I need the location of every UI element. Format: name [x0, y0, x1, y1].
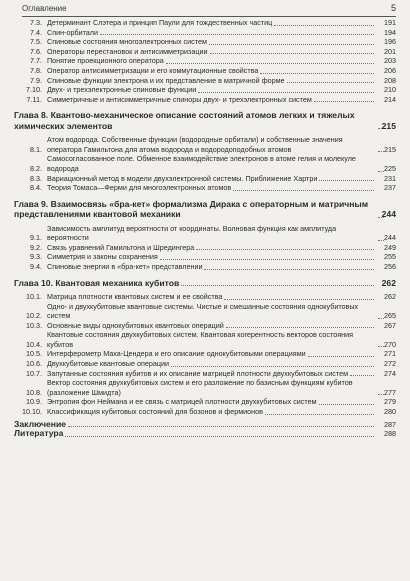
toc-entry: [14, 66, 396, 76]
toc-entry-title: Зависимость амплитуд вероятности от координаты. Волновая функция как амплитуда вероятности: [47, 223, 337, 243]
toc-entry-title: Детерминант Слэтера и принцип Паули для тождественных частиц: [47, 18, 273, 27]
toc-entry-number: 7.4.: [30, 27, 42, 37]
toc-entry: [14, 183, 396, 193]
toc-entry: [14, 349, 396, 359]
toc-entry-page: 191: [384, 18, 396, 27]
chapter-9-page: 244: [381, 209, 396, 220]
toc-entry-page: 265: [384, 311, 396, 321]
toc-entry-page: 288: [384, 429, 396, 439]
toc-entry-number: 10.4.: [26, 339, 42, 349]
toc-entry-title: Теория Томаса—Ферми для многоэлектронных атомов: [47, 183, 232, 193]
toc-entry-number: 9.4.: [30, 261, 42, 271]
toc-entry-page: 214: [384, 94, 396, 104]
toc-entry-number: 7.8.: [30, 65, 42, 75]
toc-entry-number: 8.4.: [30, 183, 42, 193]
toc-entry-page: 271: [384, 349, 396, 359]
chapter-10-title: Глава 10. Квантовая механика кубитов: [14, 277, 180, 288]
toc-entry-title: Квантовые состояния двухкубитовых систем. Квантовая когерентность векторов состояния кубитов: [47, 330, 353, 349]
toc-entry-title: Одно- и двухкубитовые квантовые системы. Чистые и смешанные состояния однокубитовых систем: [47, 301, 359, 321]
toc-entry-number: 9.2.: [30, 242, 42, 252]
dot-leader: [160, 259, 374, 260]
toc-entry: [14, 95, 396, 105]
toc-entry-page: 237: [384, 183, 396, 193]
toc-entry-page: 249: [384, 242, 396, 252]
toc-entry-title: Спиновые состояния многоэлектронных систем: [47, 37, 207, 47]
toc-entry-number: 7.11.: [26, 94, 42, 104]
toc-entry-title: Вектор состояния двухкубитовых систем и его разложение по базисным функциям кубитов (разложение Шмидта): [47, 378, 353, 397]
toc-entry: [14, 407, 396, 417]
toc-entry: [14, 85, 396, 95]
dot-leader: [226, 327, 374, 328]
toc-entry-number: 7.10.: [26, 85, 42, 95]
toc-entry: [14, 76, 396, 86]
toc-entry-number: 9.3.: [30, 252, 42, 262]
toc-entry-page: 262: [384, 291, 396, 301]
toc-entry-number: 10.7.: [26, 368, 42, 378]
toc-entry-title: Запутанные состояния кубитов и их описание матрицей плотности двухкубитовых систем: [47, 368, 349, 378]
dot-leader: [100, 34, 374, 35]
toc-entry-number: 8.2.: [30, 163, 42, 173]
toc-entry-page: 277: [384, 387, 396, 397]
toc-entry-page: 270: [384, 339, 396, 349]
toc-entry-page: 196: [384, 37, 396, 47]
toc-entry-title: Спин-орбитали: [47, 27, 99, 37]
toc-entry: [14, 252, 396, 262]
toc-entry: [14, 243, 396, 253]
dot-leader: [319, 180, 374, 181]
chapter-8-list: [14, 135, 396, 193]
chapter-8-page: 215: [381, 120, 396, 131]
dot-leader: [274, 25, 374, 26]
toc-entry: [14, 224, 396, 243]
toc-entry-title: Двухкубитовые квантовые операции: [47, 359, 169, 369]
toc-entry-page: 208: [384, 75, 396, 85]
dot-leader: [224, 299, 374, 300]
chapter-9-heading: [14, 199, 396, 220]
toc-entry-title: Оператор антисимметризации и его коммутационные свойства: [47, 65, 259, 75]
toc-entry: [14, 262, 396, 272]
toc-entry: [14, 321, 396, 331]
chapter-9-title: Глава 9. Взаимосвязь «бра-кет» формализма Дирака с операторным и матричным представлениями квантовой механики: [14, 198, 369, 220]
toc-entry: [14, 154, 396, 173]
dot-leader: [204, 269, 374, 270]
toc-entry: [14, 369, 396, 379]
toc-entry: [14, 330, 396, 349]
toc-entry-number: 7.5.: [30, 37, 42, 47]
toc-entry-number: 10.2.: [26, 311, 42, 321]
chapter-10-list: [14, 292, 396, 417]
toc-entry-number: 10.8.: [26, 387, 42, 397]
page-number: 5: [390, 3, 396, 13]
toc-entry-page: 206: [384, 65, 396, 75]
toc-entry: [14, 18, 396, 28]
toc-entry-page: 203: [384, 56, 396, 66]
toc-entry-page: 215: [384, 144, 396, 154]
toc-entry-title: Классификация кубитовых состояний для бозонов и фермионов: [47, 407, 263, 417]
toc-entry-number: 10.9.: [26, 397, 42, 407]
toc-entry-number: 8.1.: [30, 144, 42, 154]
toc-entry-title: Симметрия и законы сохранения: [47, 252, 158, 262]
toc-entry-title: Самосогласованное поле. Обменное взаимодействие электронов в атоме гелия и молекуле водорода: [47, 154, 356, 173]
toc-entry-number: 9.1.: [30, 233, 42, 243]
toc-entry-page: 274: [384, 368, 396, 378]
toc-entry-title: Симметричные и антисимметричные спиноры двух- и трехэлектронных систем: [47, 94, 312, 104]
chapter-8-heading: [14, 110, 396, 131]
toc-entry-number: 8.3.: [30, 173, 42, 183]
dot-leader: [198, 92, 374, 93]
toc-entry-page: 201: [384, 46, 396, 56]
toc-entry-title: Вариационный метод в модели двухэлектронной системы. Приближение Хартри: [47, 173, 318, 183]
dot-leader: [350, 375, 374, 376]
toc-entry: [14, 28, 396, 38]
toc-entry-number: 7.7.: [30, 56, 42, 66]
toc-entry-page: 244: [384, 233, 396, 243]
toc-entry: [14, 302, 396, 321]
dot-leader: [196, 249, 374, 250]
toc-entry-number: 10.10.: [22, 407, 42, 417]
toc-entry-page: 255: [384, 252, 396, 262]
chapter-8-title: Глава 8. Квантово-механическое описание состояний атомов легких и тяжелых химических элементов: [14, 110, 355, 131]
running-head-title: Оглавление: [22, 4, 67, 13]
toc-entry-title: Интерферометр Маха-Цендера и его описание однокубитовыми операциями: [47, 349, 306, 359]
toc-entry-title: Спиновые энергии в «бра-кет» представлении: [47, 261, 203, 271]
running-head: [22, 2, 396, 17]
final-entries: [14, 420, 396, 439]
toc-entry-number: 7.9.: [30, 75, 42, 85]
toc-entry: [14, 378, 396, 397]
toc-entry-page: 287: [384, 419, 396, 429]
dot-leader: [171, 366, 374, 367]
dot-leader: [314, 101, 374, 102]
toc-entry-title: Литература: [14, 428, 64, 439]
toc-entry-page: 267: [384, 320, 396, 330]
toc-entry-page: 272: [384, 359, 396, 369]
toc-entry: [14, 37, 396, 47]
toc-entry-page: 225: [384, 163, 396, 173]
toc-entry-number: 7.6.: [30, 46, 42, 56]
chapter-7-tail-list: [14, 18, 396, 104]
toc-entry-page: 280: [384, 407, 396, 417]
chapter-10-heading: [14, 278, 396, 288]
toc-entry-page: 279: [384, 397, 396, 407]
dot-leader: [210, 53, 375, 54]
dot-leader: [233, 190, 374, 191]
toc-entry: [14, 135, 396, 154]
toc-entry-title: Атом водорода. Собственные функции (водородные орбитали) и собственные значения оператора Гамильтона для атома водорода и водородоподобных атомов: [47, 135, 343, 154]
toc-entry-title: Понятие проекционного оператора: [47, 56, 164, 66]
toc-entry-title: Матрица плотности квантовых систем и ее свойства: [47, 291, 223, 301]
toc-entry-page: 256: [384, 261, 396, 271]
toc-entry: [14, 397, 396, 407]
toc-entry: [14, 359, 396, 369]
chapter-9-list: [14, 224, 396, 272]
toc-entry-number: 10.6.: [26, 359, 42, 369]
toc-entry-number: 10.3.: [26, 320, 42, 330]
dot-leader: [65, 436, 374, 437]
dot-leader: [319, 404, 374, 405]
dot-leader: [166, 63, 374, 64]
toc-entry-title: Операторы перестановок и антисимметризации: [47, 46, 208, 56]
toc-entry-title: Двух- и трехэлектронные спиновые функции: [47, 85, 197, 95]
toc-entry-number: 10.5.: [26, 349, 42, 359]
toc-entry-page: 210: [384, 85, 396, 95]
dot-leader: [287, 82, 374, 83]
toc-entry-title: Энтропия фон Неймана и ее связь с матрицей плотности двухкубитовых систем: [47, 397, 317, 407]
dot-leader: [308, 356, 374, 357]
toc-entry-number: 7.3.: [30, 18, 42, 27]
toc-entry-page: 194: [384, 27, 396, 37]
toc-entry: [14, 420, 396, 430]
toc-entry-page: 231: [384, 173, 396, 183]
toc-entry: [14, 174, 396, 184]
toc-entry: [14, 56, 396, 66]
toc-entry: [14, 47, 396, 57]
dot-leader: [260, 73, 374, 74]
toc-entry-title: Основные виды однокубитовых квантовых операций: [47, 320, 224, 330]
toc-entry-number: 10.1.: [26, 291, 42, 301]
toc-entry: [14, 292, 396, 302]
toc-entry-title: Спиновые функции электрона и их представление в матричной форме: [47, 75, 285, 85]
dot-leader: [68, 426, 374, 427]
table-of-contents: [14, 18, 396, 439]
toc-entry: [14, 429, 396, 439]
dot-leader: [209, 44, 374, 45]
toc-entry-title: Заключение: [14, 418, 67, 429]
toc-entry-title: Связь уравнений Гамильтона и Шредингера: [47, 242, 195, 252]
dot-leader: [265, 414, 374, 415]
chapter-10-page: 262: [381, 277, 396, 288]
